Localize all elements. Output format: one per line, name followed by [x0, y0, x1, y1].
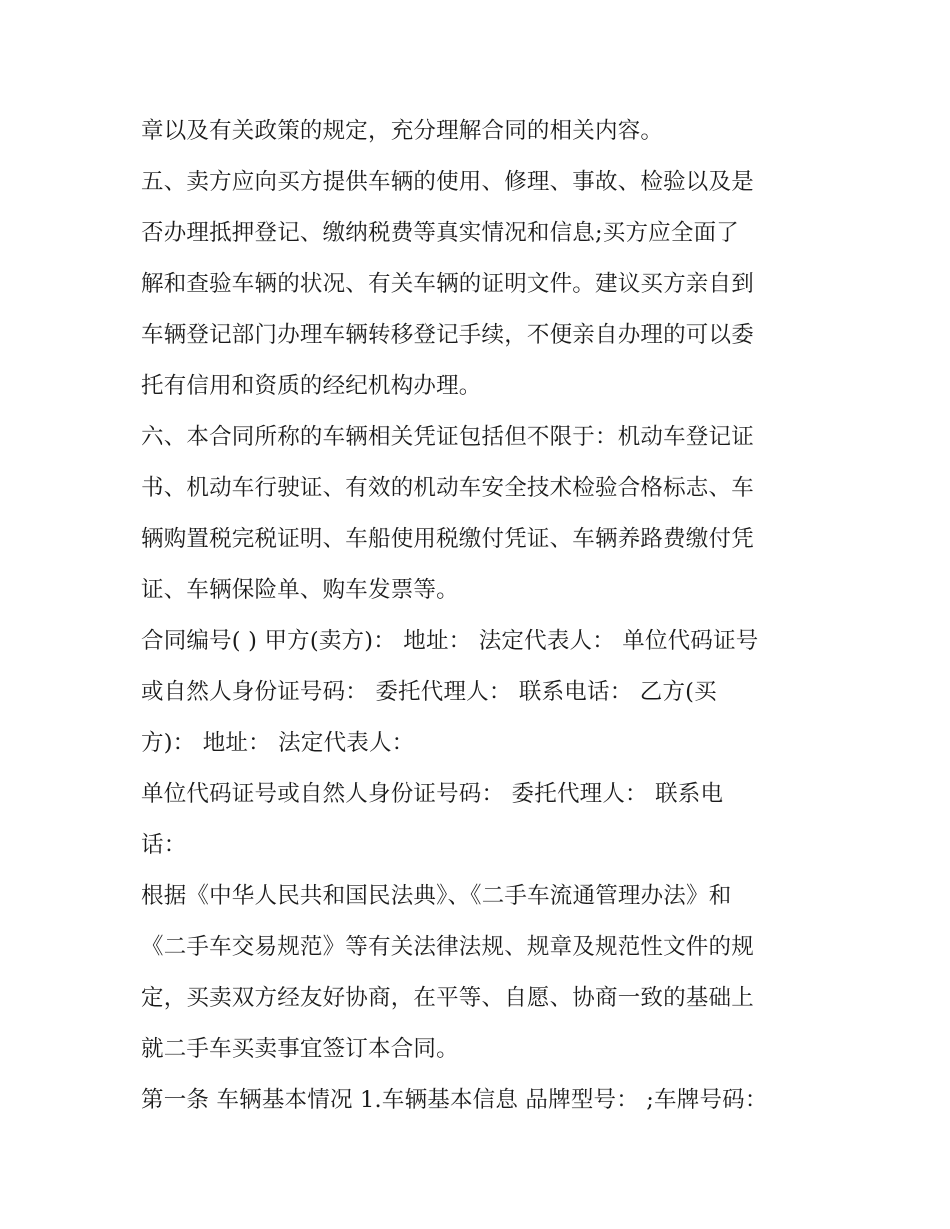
text-line: 单位代码证号或自然人身份证号码： 委托代理人： 联系电: [141, 781, 724, 807]
text-line: 就二手车买卖事宜签订本合同。: [141, 1036, 459, 1062]
text-line: 合同编号( ) 甲方(卖方)： 地址： 法定代表人： 单位代码证号: [141, 628, 759, 654]
text-line: 第一条 车辆基本情况 1.车辆基本信息 品牌型号： ;车牌号码：: [141, 1087, 768, 1113]
text-line: 或自然人身份证号码： 委托代理人： 联系电话： 乙方(买: [141, 679, 717, 705]
text-line: 话：: [141, 832, 187, 858]
text-line: 方)： 地址： 法定代表人：: [141, 730, 415, 756]
text-line: 托有信用和资质的经纪机构办理。: [141, 373, 482, 399]
text-line: 五、卖方应向买方提供车辆的使用、修理、事故、检验以及是: [141, 169, 754, 195]
text-line: 证、车辆保险单、购车发票等。: [141, 577, 459, 603]
text-line: 车辆登记部门办理车辆转移登记手续，不便亲自办理的可以委: [141, 322, 754, 348]
text-line: 否办理抵押登记、缴纳税费等真实情况和信息;买方应全面了: [141, 220, 739, 246]
text-line: 书、机动车行驶证、有效的机动车安全技术检验合格标志、车: [141, 475, 754, 501]
text-line: 定，买卖双方经友好协商，在平等、自愿、协商一致的基础上: [141, 985, 754, 1011]
text-line: 辆购置税完税证明、车船使用税缴付凭证、车辆养路费缴付凭: [141, 526, 754, 552]
text-line: 六、本合同所称的车辆相关凭证包括但不限于：机动车登记证: [141, 424, 754, 450]
text-line: 《二手车交易规范》等有关法律法规、规章及规范性文件的规: [141, 934, 754, 960]
contract-text-body: [141, 106, 821, 1126]
text-line: 章以及有关政策的规定，充分理解合同的相关内容。: [141, 118, 664, 144]
text-line: 解和查验车辆的状况、有关车辆的证明文件。建议买方亲自到: [141, 271, 754, 297]
text-line: 根据《中华人民共和国民法典》、《二手车流通管理办法》和: [141, 883, 732, 909]
